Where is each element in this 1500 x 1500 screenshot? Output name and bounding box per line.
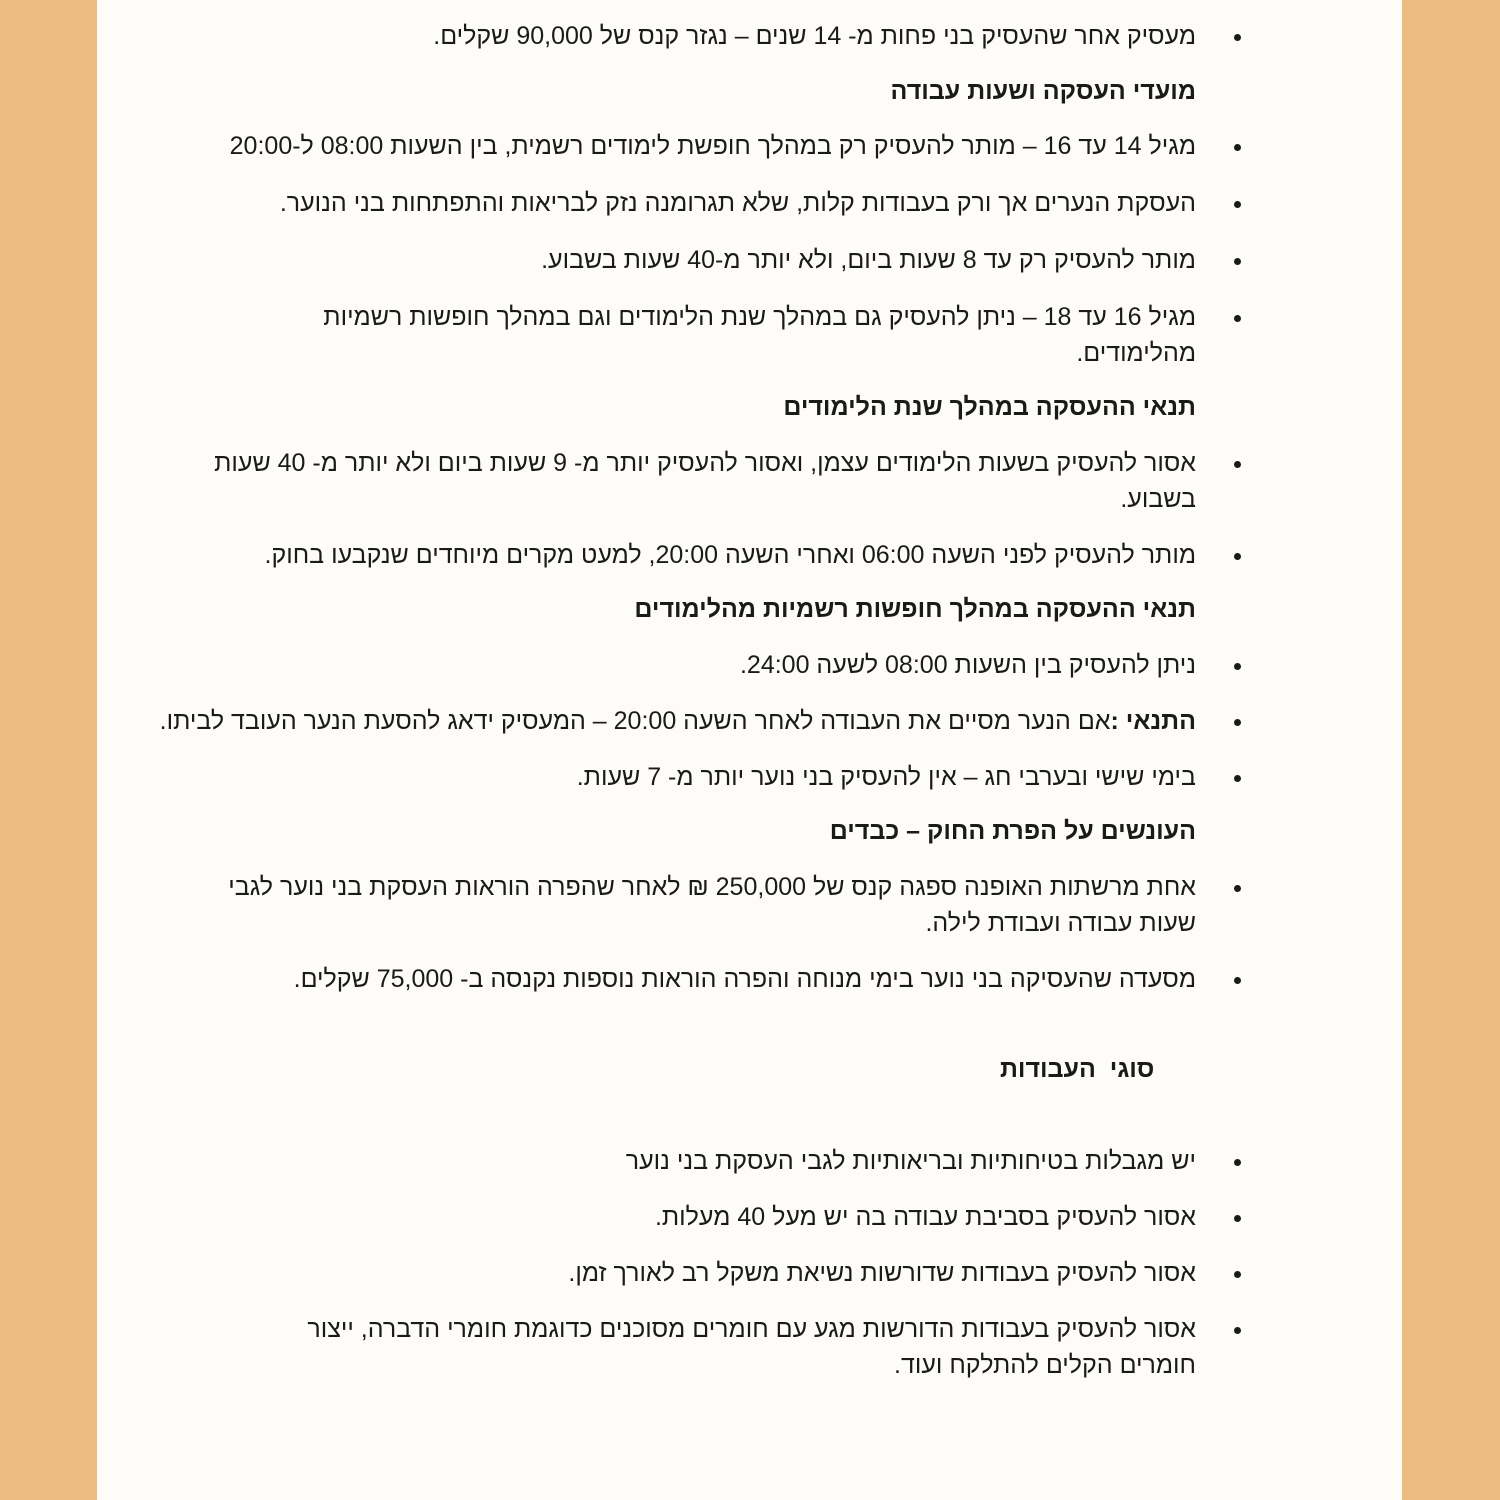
section-heading-text: תנאי ההעסקה במהלך חופשות רשמיות מהלימודים [634, 595, 1196, 623]
list-item-text: אסור להעסיק בעבודות הדורשות מגע עם חומרים מסוכנים כדוגמת חומרי הדברה, ייצור חומרים הקלים להתלקח ועוד. [307, 1315, 1196, 1379]
list-item-text: אסור להעסיק בעבודות שדורשות נשיאת משקל רב לאורך זמן. [568, 1259, 1196, 1287]
bullet-icon [1234, 1215, 1241, 1222]
list-item [156, 703, 1196, 739]
list-item-text: אם הנער מסיים את העבודה לאחר השעה 20:00 – המעסיק ידאג להסעת הנער העובד לביתו. [159, 707, 1111, 735]
list-item [211, 445, 1196, 517]
section-heading-text: מועדי העסקה ושעות עבודה [890, 77, 1196, 105]
list-item-text: מותר להעסיק לפני השעה 06:00 ואחרי השעה 20:00, למעט מקרים מיוחדים שנקבעו בחוק. [264, 541, 1196, 569]
document-page [97, 0, 1402, 1500]
list-item [156, 242, 1196, 278]
list-item [206, 869, 1196, 941]
list-item [156, 185, 1196, 221]
list-item-text: מגיל 16 עד 18 – ניתן להעסיק גם במהלך שנת הלימודים וגם במהלך חופשות רשמיות מהלימודים. [323, 303, 1196, 367]
bullet-icon [1234, 315, 1241, 322]
bullet-icon [1234, 719, 1241, 726]
section-heading [156, 813, 1196, 849]
list-item [211, 128, 1196, 164]
list-item [156, 1199, 1196, 1235]
list-item [236, 1311, 1196, 1383]
bullet-icon [1234, 885, 1241, 892]
section-heading [156, 389, 1196, 425]
condition-label: התנאי : [1110, 707, 1196, 735]
section-heading [156, 73, 1196, 109]
list-item-text: ניתן להעסיק בין השעות 08:00 לשעה 24:00. [739, 651, 1196, 679]
list-item [156, 1255, 1196, 1291]
list-item-text: העסקת הנערים אך ורק בעבודות קלות, שלא תגרומנה נזק לבריאות והתפתחות בני הנוער. [279, 189, 1196, 217]
section-heading-text: העונשים על הפרת החוק – כבדים [829, 817, 1196, 845]
list-item-text: יש מגבלות בטיחותיות ובריאותיות לגבי העסקת בני נוער [625, 1147, 1196, 1175]
section-heading-text: תנאי ההעסקה במהלך שנת הלימודים [783, 393, 1196, 421]
bullet-icon [1234, 1159, 1241, 1166]
section-heading [156, 1015, 1196, 1123]
bullet-icon [1234, 34, 1241, 41]
list-item-text: אסור להעסיק בשעות הלימודים עצמן, ואסור להעסיק יותר מ- 9 שעות ביום ולא יותר מ- 40 שעות בשבוע. [214, 449, 1196, 513]
list-item-text: מגיל 14 עד 16 – מותר להעסיק רק במהלך חופשת לימודים רשמית, בין השעות 08:00 ל-20:00 [229, 132, 1196, 160]
bullet-icon [1234, 201, 1241, 208]
list-item-text: אחת מרשתות האופנה ספגה קנס של 250,000 ₪ לאחר שהפרה הוראות העסקת בני נוער לגבי שעות עבודה ועבודת לילה. [228, 873, 1196, 937]
list-item [156, 1143, 1196, 1179]
list-item [156, 537, 1196, 573]
section-heading-text: סוגי העבודות [999, 1055, 1155, 1083]
bullet-icon [1234, 775, 1241, 782]
document-content [156, 14, 1196, 1383]
list-item-text: מסעדה שהעסיקה בני נוער בימי מנוחה והפרה הוראות נוספות נקנסה ב- 75,000 שקלים. [293, 965, 1196, 993]
list-item [256, 299, 1196, 371]
list-item-text: מעסיק אחר שהעסיק בני פחות מ- 14 שנים – נגזר קנס של 90,000 שקלים. [433, 22, 1196, 50]
bullet-icon [1234, 553, 1241, 560]
list-item-text: אסור להעסיק בסביבת עבודה בה יש מעל 40 מעלות. [654, 1203, 1196, 1231]
bullet-icon [1234, 1327, 1241, 1334]
bullet-icon [1234, 1271, 1241, 1278]
bullet-icon [1234, 258, 1241, 265]
bullet-icon [1234, 977, 1241, 984]
list-item-text: מותר להעסיק רק עד 8 שעות ביום, ולא יותר מ-40 שעות בשבוע. [541, 246, 1196, 274]
list-item [156, 647, 1196, 683]
list-item [156, 961, 1196, 997]
list-item [156, 18, 1196, 54]
list-item-text: בימי שישי ובערבי חג – אין להעסיק בני נוער יותר מ- 7 שעות. [576, 763, 1196, 791]
bullet-icon [1234, 144, 1241, 151]
section-heading [156, 591, 1196, 627]
bullet-icon [1234, 663, 1241, 670]
bullet-icon [1234, 461, 1241, 468]
list-item [156, 759, 1196, 795]
